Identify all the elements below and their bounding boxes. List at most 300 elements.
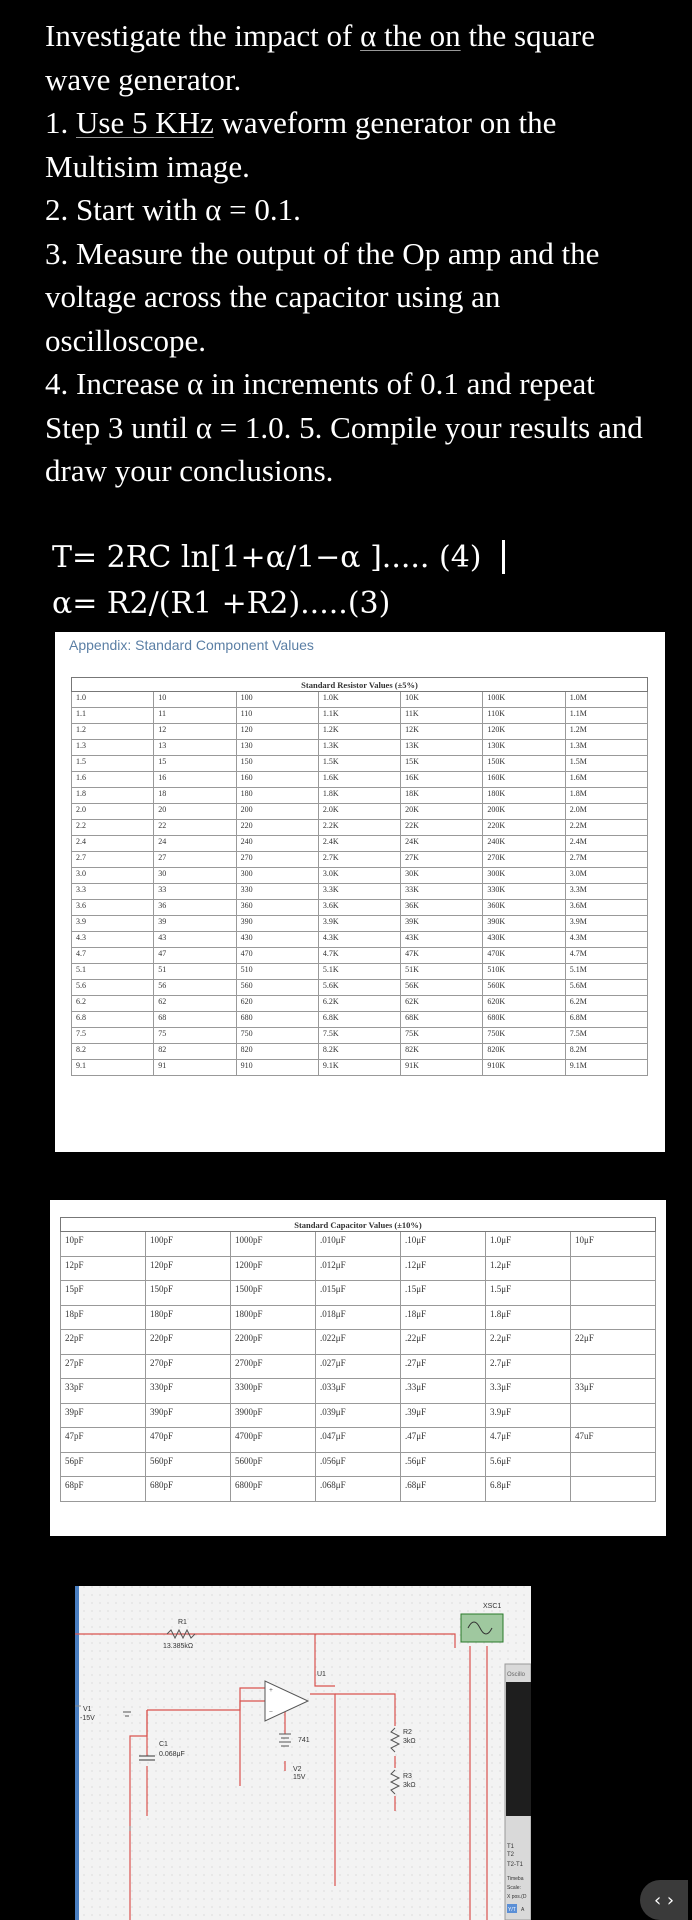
table-cell: 13	[154, 740, 236, 756]
table-cell	[571, 1403, 656, 1428]
table-cell: 2.0	[72, 804, 154, 820]
table-cell: 470K	[483, 948, 565, 964]
capacitor-row	[61, 1354, 656, 1379]
table-cell: .56μF	[401, 1452, 486, 1477]
resistor-row	[72, 852, 648, 868]
table-cell: 330pF	[146, 1379, 231, 1404]
resistor-row	[72, 708, 648, 724]
table-cell: .047μF	[316, 1428, 401, 1453]
text-cursor	[502, 540, 505, 574]
table-cell: 82K	[401, 1044, 483, 1060]
table-cell: 1.8	[72, 788, 154, 804]
table-cell: 3.0M	[565, 868, 647, 884]
resistor-row	[72, 772, 648, 788]
table-cell: 2.7K	[318, 852, 400, 868]
table-cell: 200	[236, 804, 318, 820]
circuit-schematic	[75, 1586, 531, 1920]
table-cell: 6.8μF	[486, 1477, 571, 1502]
table-cell: 1.0M	[565, 692, 647, 708]
resistor-row	[72, 836, 648, 852]
resistor-row	[72, 948, 648, 964]
table-cell: 30K	[401, 868, 483, 884]
table-cell: 12	[154, 724, 236, 740]
table-cell: 4.7K	[318, 948, 400, 964]
resistor-row	[72, 804, 648, 820]
table-cell	[571, 1477, 656, 1502]
table-cell: 20	[154, 804, 236, 820]
table-cell: 12K	[401, 724, 483, 740]
table-cell: 7.5	[72, 1028, 154, 1044]
table-cell: 470	[236, 948, 318, 964]
r2-value: 3kΩ	[403, 1738, 416, 1745]
table-cell: 220K	[483, 820, 565, 836]
table-cell: 620	[236, 996, 318, 1012]
table-cell: 4.7μF	[486, 1428, 571, 1453]
table-cell: 510	[236, 964, 318, 980]
table-cell: 5.1	[72, 964, 154, 980]
table-cell: 47K	[401, 948, 483, 964]
table-cell: 3.6	[72, 900, 154, 916]
table-cell: .012μF	[316, 1256, 401, 1281]
table-cell: 22	[154, 820, 236, 836]
scroll-button[interactable]: ‹ ›	[640, 1880, 688, 1920]
table-cell: 1.5μF	[486, 1281, 571, 1306]
scope-scale: Scale:	[507, 1885, 521, 1891]
table-cell: 1.2μF	[486, 1256, 571, 1281]
resistor-row	[72, 788, 648, 804]
table-cell: 3.0	[72, 868, 154, 884]
table-cell: 240	[236, 836, 318, 852]
table-cell: 130	[236, 740, 318, 756]
table-cell: 3.3K	[318, 884, 400, 900]
table-cell: 330K	[483, 884, 565, 900]
capacitor-row	[61, 1330, 656, 1355]
c1-label: C1	[159, 1741, 168, 1748]
table-cell: 5.6	[72, 980, 154, 996]
table-cell: 16K	[401, 772, 483, 788]
table-cell: 33	[154, 884, 236, 900]
table-cell: 750	[236, 1028, 318, 1044]
table-cell	[571, 1452, 656, 1477]
table-cell: 2.2K	[318, 820, 400, 836]
capacitor-row	[61, 1305, 656, 1330]
table-cell: 7.5M	[565, 1028, 647, 1044]
table-cell: 1.8M	[565, 788, 647, 804]
scope-xpos: X pos.(D	[507, 1894, 527, 1900]
table-cell: 68K	[401, 1012, 483, 1028]
table-cell: .22μF	[401, 1330, 486, 1355]
table-cell: 18K	[401, 788, 483, 804]
table-cell: 200K	[483, 804, 565, 820]
table-cell: 560pF	[146, 1452, 231, 1477]
table-cell: 51	[154, 964, 236, 980]
table-cell: 11	[154, 708, 236, 724]
table-cell: 4.3	[72, 932, 154, 948]
table-cell: 220	[236, 820, 318, 836]
table-cell: 1.0	[72, 692, 154, 708]
table-cell: 150pF	[146, 1281, 231, 1306]
resistor-row	[72, 884, 648, 900]
table-cell: 120	[236, 724, 318, 740]
table-cell: .33μF	[401, 1379, 486, 1404]
capacitor-row	[61, 1379, 656, 1404]
table-cell	[571, 1281, 656, 1306]
table-cell: 5.6M	[565, 980, 647, 996]
table-cell: 9.1M	[565, 1060, 647, 1076]
table-cell: 430K	[483, 932, 565, 948]
resistor-table	[71, 677, 648, 1076]
table-cell: 4.7	[72, 948, 154, 964]
table-cell: 5600pF	[231, 1452, 316, 1477]
scope-header: Oscillo	[507, 1672, 526, 1678]
table-cell: 1500pF	[231, 1281, 316, 1306]
table-cell: 56K	[401, 980, 483, 996]
table-cell: 2.7μF	[486, 1354, 571, 1379]
v1-label: V1	[83, 1706, 92, 1713]
alpha-formula: α= R2/(R1 +R2).....(3)	[52, 586, 391, 621]
table-cell: 1.2K	[318, 724, 400, 740]
step-1: 1. Use 5 KHz waveform generator on the Multisim image.	[45, 105, 557, 184]
r2-label: R2	[403, 1729, 412, 1736]
oscilloscope-probe[interactable]	[461, 1614, 503, 1642]
table-cell: 180pF	[146, 1305, 231, 1330]
table-cell: 7.5K	[318, 1028, 400, 1044]
table-cell: 100K	[483, 692, 565, 708]
table-cell: 68pF	[61, 1477, 146, 1502]
table-cell: .12μF	[401, 1256, 486, 1281]
table-cell: 220pF	[146, 1330, 231, 1355]
step-3: 3. Measure the output of the Op amp and the voltage across the capacitor using an oscilloscope.	[45, 235, 600, 358]
table-cell: 9.1K	[318, 1060, 400, 1076]
capacitor-row	[61, 1281, 656, 1306]
step-2: 2. Start with α = 0.1.	[45, 192, 301, 227]
table-cell: 5.1K	[318, 964, 400, 980]
table-cell: 27K	[401, 852, 483, 868]
table-cell: 12pF	[61, 1256, 146, 1281]
table-cell: .056μF	[316, 1452, 401, 1477]
table-cell: 1.3	[72, 740, 154, 756]
table-cell: 36	[154, 900, 236, 916]
scope-timebase: Timeba	[507, 1876, 524, 1882]
table-cell: 1.0K	[318, 692, 400, 708]
table-cell: 2.4M	[565, 836, 647, 852]
scope-screen	[506, 1682, 531, 1816]
table-cell: 62K	[401, 996, 483, 1012]
table-cell: 910K	[483, 1060, 565, 1076]
table-cell: 820	[236, 1044, 318, 1060]
resistor-row	[72, 724, 648, 740]
table-cell: 3.6M	[565, 900, 647, 916]
table-cell	[571, 1305, 656, 1330]
table-cell: 150	[236, 756, 318, 772]
table-cell: 2.0K	[318, 804, 400, 820]
resistor-row	[72, 1044, 648, 1060]
table-cell: 18	[154, 788, 236, 804]
resistor-appendix	[55, 632, 665, 1152]
table-cell: 62	[154, 996, 236, 1012]
table-cell: 1.5M	[565, 756, 647, 772]
table-cell: 33μF	[571, 1379, 656, 1404]
v2-label: V2	[293, 1766, 302, 1773]
table-cell: 1.6M	[565, 772, 647, 788]
table-cell: .068μF	[316, 1477, 401, 1502]
table-cell: 43K	[401, 932, 483, 948]
resistor-row	[72, 900, 648, 916]
table-cell: 68	[154, 1012, 236, 1028]
step-4: 4. Increase α in increments of 0.1 and repeat Step 3 until α = 1.0. 5. Compile your results and draw your conclusions.	[45, 366, 643, 488]
table-cell: 18pF	[61, 1305, 146, 1330]
table-cell: 10μF	[571, 1232, 656, 1257]
table-cell: 360	[236, 900, 318, 916]
table-cell: 2.4	[72, 836, 154, 852]
table-cell: 30	[154, 868, 236, 884]
table-cell: 39	[154, 916, 236, 932]
table-cell: 180K	[483, 788, 565, 804]
table-cell: 56pF	[61, 1452, 146, 1477]
table-cell: 270K	[483, 852, 565, 868]
table-cell: 390	[236, 916, 318, 932]
table-cell: 22K	[401, 820, 483, 836]
svg-text:+: +	[269, 1686, 273, 1694]
scope-t2t1: T2-T1	[507, 1862, 524, 1868]
table-cell: 510K	[483, 964, 565, 980]
capacitor-row	[61, 1403, 656, 1428]
table-cell: 1.6	[72, 772, 154, 788]
resistor-row	[72, 964, 648, 980]
table-cell: 680K	[483, 1012, 565, 1028]
table-cell: 5.1M	[565, 964, 647, 980]
table-cell: 6.2K	[318, 996, 400, 1012]
table-cell: 91K	[401, 1060, 483, 1076]
table-cell: 1.2M	[565, 724, 647, 740]
table-cell: 4700pF	[231, 1428, 316, 1453]
resistor-row	[72, 916, 648, 932]
table-cell: 1.1	[72, 708, 154, 724]
table-cell: 6.8M	[565, 1012, 647, 1028]
table-cell: 39pF	[61, 1403, 146, 1428]
table-cell: 3.9μF	[486, 1403, 571, 1428]
table-cell: 8.2M	[565, 1044, 647, 1060]
underlined-phrase: α the on	[360, 18, 461, 53]
resistor-row	[72, 1028, 648, 1044]
table-cell: .47μF	[401, 1428, 486, 1453]
table-cell	[571, 1256, 656, 1281]
table-cell: 2.2M	[565, 820, 647, 836]
table-cell: .10μF	[401, 1232, 486, 1257]
capacitor-row	[61, 1477, 656, 1502]
table-cell: .033μF	[316, 1379, 401, 1404]
capacitor-row	[61, 1428, 656, 1453]
table-cell: 2.7	[72, 852, 154, 868]
c1-value: 0.068μF	[159, 1751, 185, 1758]
table-cell: 27	[154, 852, 236, 868]
table-cell: .68μF	[401, 1477, 486, 1502]
table-cell: 160K	[483, 772, 565, 788]
table-cell: 2.0M	[565, 804, 647, 820]
table-cell: 300	[236, 868, 318, 884]
table-cell: 160	[236, 772, 318, 788]
resistor-row	[72, 1012, 648, 1028]
table-cell: 1.6K	[318, 772, 400, 788]
table-cell: 4.3K	[318, 932, 400, 948]
table-cell: .18μF	[401, 1305, 486, 1330]
table-cell: 33K	[401, 884, 483, 900]
table-cell: 150K	[483, 756, 565, 772]
r3-label: R3	[403, 1773, 412, 1780]
r3-value: 3kΩ	[403, 1782, 416, 1789]
table-cell: 47pF	[61, 1428, 146, 1453]
table-cell: 560K	[483, 980, 565, 996]
table-cell: 5.6K	[318, 980, 400, 996]
table-cell: 3900pF	[231, 1403, 316, 1428]
v1-value: -15V	[80, 1715, 95, 1722]
table-cell: .39μF	[401, 1403, 486, 1428]
table-cell: 620K	[483, 996, 565, 1012]
table-cell: 1.5	[72, 756, 154, 772]
scope-yt-button[interactable]: Y/T	[508, 1907, 516, 1913]
table-cell: 240K	[483, 836, 565, 852]
table-cell: 910	[236, 1060, 318, 1076]
table-cell: 430	[236, 932, 318, 948]
table-cell: 1.2	[72, 724, 154, 740]
capacitor-caption: Standard Capacitor Values (±10%)	[61, 1218, 656, 1232]
table-cell: 3.3μF	[486, 1379, 571, 1404]
table-cell: 24K	[401, 836, 483, 852]
table-cell: 36K	[401, 900, 483, 916]
table-cell: 120pF	[146, 1256, 231, 1281]
table-cell: .15μF	[401, 1281, 486, 1306]
table-cell: 2.2	[72, 820, 154, 836]
table-cell: 4.3M	[565, 932, 647, 948]
table-cell: 470pF	[146, 1428, 231, 1453]
table-cell: 750K	[483, 1028, 565, 1044]
table-cell: 16	[154, 772, 236, 788]
table-cell: 6.8	[72, 1012, 154, 1028]
resistor-row	[72, 692, 648, 708]
resistor-row	[72, 820, 648, 836]
table-cell: 33pF	[61, 1379, 146, 1404]
table-cell: 1.1M	[565, 708, 647, 724]
table-cell: 6.8K	[318, 1012, 400, 1028]
table-cell: 75	[154, 1028, 236, 1044]
table-cell: 2.7M	[565, 852, 647, 868]
xsc-label: XSC1	[483, 1603, 502, 1610]
table-cell: 390pF	[146, 1403, 231, 1428]
period-formula: T= 2RC ln[1+α/1−α ]..... (4)	[52, 540, 482, 575]
table-cell: 27pF	[61, 1354, 146, 1379]
table-cell: 560	[236, 980, 318, 996]
table-cell: 22μF	[571, 1330, 656, 1355]
table-cell: 2200pF	[231, 1330, 316, 1355]
scope-a-button[interactable]: A	[521, 1907, 525, 1913]
table-cell: 39K	[401, 916, 483, 932]
table-cell	[571, 1354, 656, 1379]
table-cell: .039μF	[316, 1403, 401, 1428]
table-cell: .027μF	[316, 1354, 401, 1379]
table-cell: 8.2	[72, 1044, 154, 1060]
table-cell: 680	[236, 1012, 318, 1028]
table-cell: 270	[236, 852, 318, 868]
table-cell: 3.9	[72, 916, 154, 932]
table-cell: 10K	[401, 692, 483, 708]
resistor-row	[72, 756, 648, 772]
intro-line: Investigate the impact of α the on the square wave generator.	[45, 18, 595, 97]
svg-text:−: −	[269, 1708, 273, 1716]
table-cell: 91	[154, 1060, 236, 1076]
table-cell: .27μF	[401, 1354, 486, 1379]
table-cell: 100pF	[146, 1232, 231, 1257]
table-cell: 1.8K	[318, 788, 400, 804]
table-cell: 120K	[483, 724, 565, 740]
v2-value: 15V	[293, 1774, 306, 1781]
table-cell: 82	[154, 1044, 236, 1060]
table-cell: 15K	[401, 756, 483, 772]
table-cell: 110	[236, 708, 318, 724]
table-cell: 1800pF	[231, 1305, 316, 1330]
table-cell: 56	[154, 980, 236, 996]
table-cell: 3.3M	[565, 884, 647, 900]
table-cell: 2700pF	[231, 1354, 316, 1379]
u1-label: U1	[317, 1671, 326, 1678]
resistor-row	[72, 1060, 648, 1076]
table-cell: .010μF	[316, 1232, 401, 1257]
table-cell: 43	[154, 932, 236, 948]
table-cell: 1.1K	[318, 708, 400, 724]
table-cell: 1.3K	[318, 740, 400, 756]
table-cell: 5.6μF	[486, 1452, 571, 1477]
table-cell: 300K	[483, 868, 565, 884]
table-cell: .015μF	[316, 1281, 401, 1306]
resistor-caption: Standard Resistor Values (±5%)	[72, 678, 648, 692]
table-cell: 3.9K	[318, 916, 400, 932]
table-cell: 10	[154, 692, 236, 708]
table-cell: 1000pF	[231, 1232, 316, 1257]
table-cell: 330	[236, 884, 318, 900]
table-cell: 24	[154, 836, 236, 852]
opamp-model: 741	[298, 1737, 310, 1744]
table-cell: 3.3	[72, 884, 154, 900]
r1-value: 13.385kΩ	[163, 1643, 194, 1650]
resistor-row	[72, 740, 648, 756]
multisim-circuit	[75, 1586, 531, 1920]
appendix-title: Appendix: Standard Component Values	[69, 637, 314, 653]
table-cell: 1.3M	[565, 740, 647, 756]
table-cell: 22pF	[61, 1330, 146, 1355]
table-cell: 2.2μF	[486, 1330, 571, 1355]
resistor-row	[72, 932, 648, 948]
table-cell: 11K	[401, 708, 483, 724]
table-cell: 6.2M	[565, 996, 647, 1012]
table-cell: 1200pF	[231, 1256, 316, 1281]
table-cell: 20K	[401, 804, 483, 820]
table-cell: 15	[154, 756, 236, 772]
table-cell: 10pF	[61, 1232, 146, 1257]
capacitor-row	[61, 1256, 656, 1281]
capacitor-row	[61, 1232, 656, 1257]
table-cell: 47uF	[571, 1428, 656, 1453]
resistor-row	[72, 980, 648, 996]
table-cell: 6800pF	[231, 1477, 316, 1502]
table-cell: 8.2K	[318, 1044, 400, 1060]
table-cell: 3.0K	[318, 868, 400, 884]
table-cell: 6.2	[72, 996, 154, 1012]
table-cell: 47	[154, 948, 236, 964]
table-cell: 3.6K	[318, 900, 400, 916]
table-cell: 1.5K	[318, 756, 400, 772]
table-cell: 180	[236, 788, 318, 804]
table-cell: 75K	[401, 1028, 483, 1044]
table-cell: 110K	[483, 708, 565, 724]
